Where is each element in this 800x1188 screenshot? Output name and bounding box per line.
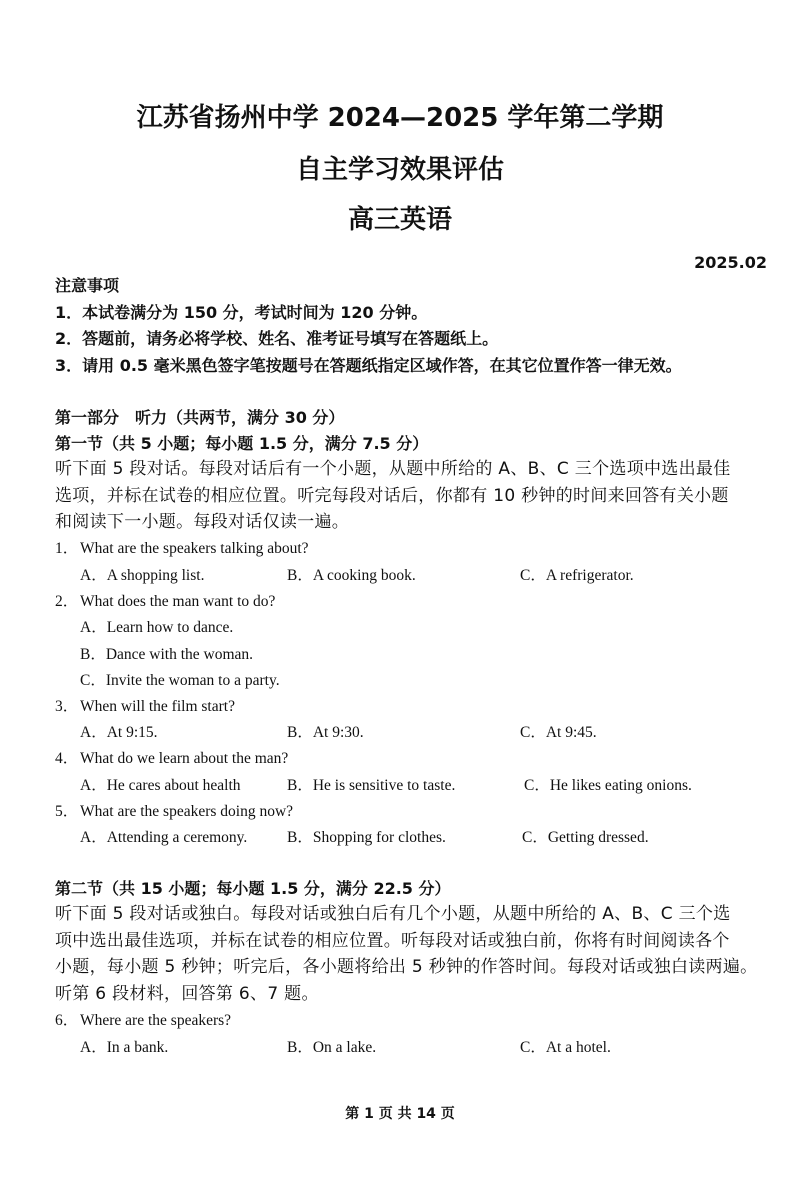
question-number: 2．	[55, 593, 79, 610]
section1-instructions: 听下面 5 段对话。每段对话后有一个小题，从题中所给的 A、B、C 三个选项中选出最佳	[55, 459, 731, 479]
exam-subtitle: 自主学习效果评估	[295, 155, 504, 185]
part1-heading: 第一部分 听力（共两节，满分 30 分）	[55, 408, 345, 427]
section2-instructions: 小题，每小题 5 秒钟；听完后，各小题将给出 5 秒钟的作答时间。每段对话或独白读两遍。	[55, 957, 758, 977]
option-a: A．At 9:15.	[80, 724, 158, 741]
note-item: 1．本试卷满分为 150 分，考试时间为 120 分钟。	[55, 303, 428, 322]
option-b: B．Shopping for clothes.	[287, 829, 446, 846]
note-item: 3．请用 0.5 毫米黑色签字笔按题号在答题纸指定区域作答，在其它位置作答一律无效。	[55, 356, 682, 375]
option-a: A．A shopping list.	[80, 567, 205, 584]
option-a: A．Attending a ceremony.	[80, 829, 248, 846]
option-a: A．He cares about health	[80, 777, 241, 794]
section2-instructions: 听下面 5 段对话或独白。每段对话或独白后有几个小题，从题中所给的 A、B、C 三个选	[55, 904, 731, 924]
question-number: 3．	[55, 698, 79, 715]
option-a: A．In a bank.	[80, 1039, 169, 1056]
question-text: Where are the speakers?	[80, 1012, 232, 1029]
section1-heading: 第一节（共 5 小题；每小题 1.5 分，满分 7.5 分）	[55, 434, 429, 453]
option-b: B．On a lake.	[287, 1039, 377, 1056]
section2-heading: 第二节（共 15 小题；每小题 1.5 分，满分 22.5 分）	[55, 879, 451, 898]
option-b: B．At 9:30.	[287, 724, 364, 741]
question-number: 1．	[55, 540, 79, 557]
note-item: 2．答题前，请务必将学校、姓名、准考证号填写在答题纸上。	[55, 329, 499, 348]
option-b: B．He is sensitive to taste.	[287, 777, 456, 794]
section1-instructions: 选项，并标在试卷的相应位置。听完每段对话后，你都有 10 秒钟的时间来回答有关小题	[55, 486, 729, 506]
option-c: C．At 9:45.	[520, 724, 597, 741]
exam-subject: 高三英语	[347, 205, 452, 235]
question-number: 6．	[55, 1012, 79, 1029]
section2-instructions: 听第 6 段材料，回答第 6、7 题。	[55, 984, 319, 1004]
option-c: C．At a hotel.	[520, 1039, 611, 1056]
exam-title: 江苏省扬州中学 2024—2025 学年第二学期	[136, 103, 664, 133]
option-a: A．Learn how to dance.	[80, 619, 234, 636]
question-text: What are the speakers talking about?	[80, 540, 309, 557]
option-c: C．Invite the woman to a party.	[80, 672, 280, 689]
section1-instructions: 和阅读下一小题。每段对话仅读一遍。	[55, 512, 350, 532]
section2-instructions: 项中选出最佳选项，并标在试卷的相应位置。听每段对话或独白前，你将有时间阅读各个	[55, 931, 730, 951]
question-text: When will the film start?	[80, 698, 235, 715]
option-c: C．Getting dressed.	[522, 829, 649, 846]
notes-heading: 注意事项	[55, 276, 120, 295]
option-c: C．A refrigerator.	[520, 567, 634, 584]
option-c: C．He likes eating onions.	[524, 777, 692, 794]
option-b: B．A cooking book.	[287, 567, 416, 584]
question-number: 5．	[55, 803, 79, 820]
option-b: B．Dance with the woman.	[80, 646, 254, 663]
question-number: 4．	[55, 750, 79, 767]
question-text: What does the man want to do?	[80, 593, 276, 610]
page-footer: 第 1 页 共 14 页	[345, 1106, 455, 1122]
exam-date: 2025.02	[694, 253, 767, 272]
question-text: What do we learn about the man?	[80, 750, 289, 767]
question-text: What are the speakers doing now?	[80, 803, 294, 820]
